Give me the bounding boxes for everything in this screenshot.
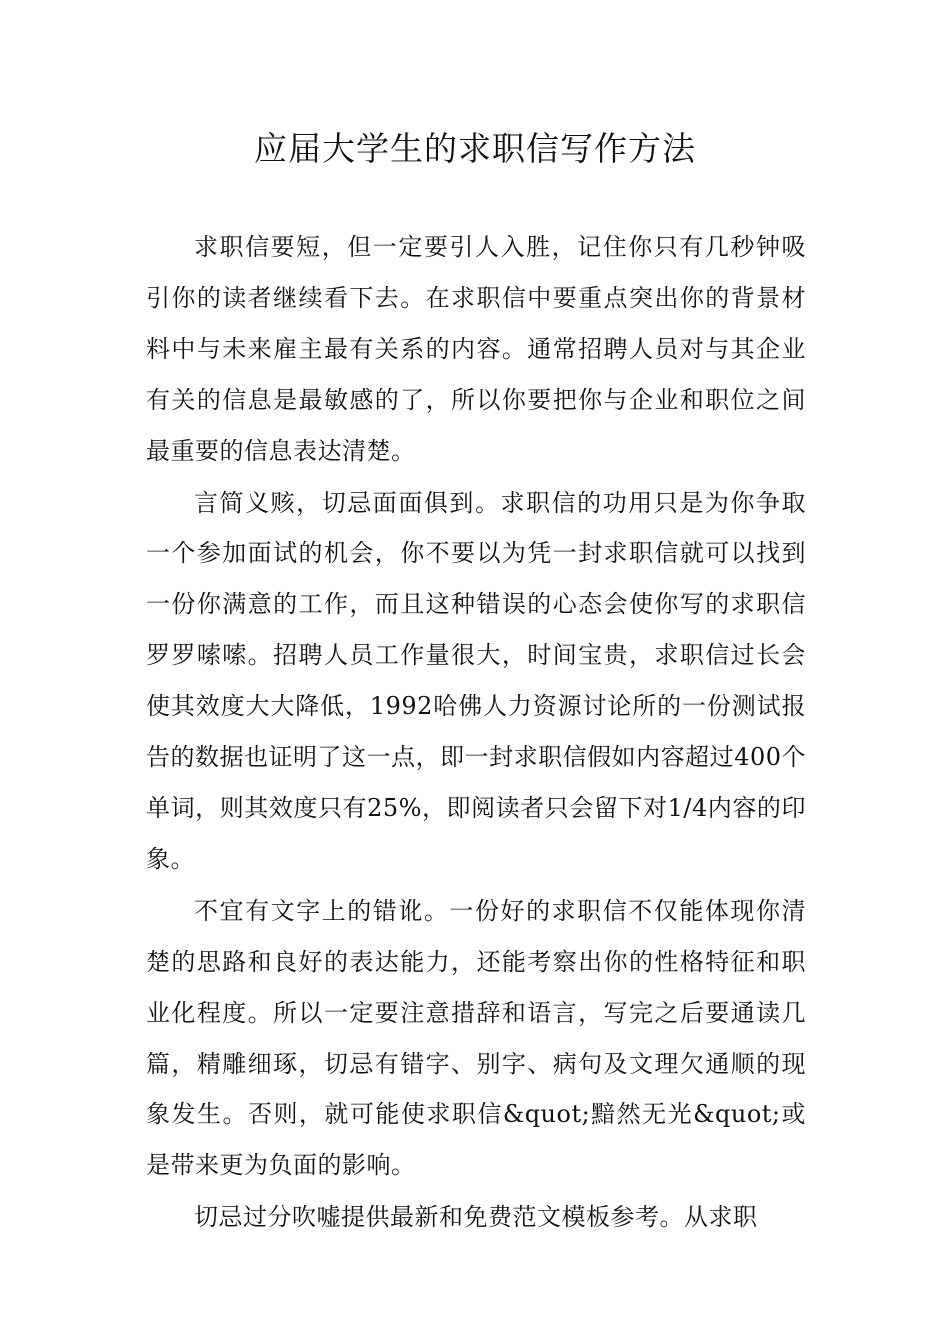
paragraph: 不宜有文字上的错讹。一份好的求职信不仅能体现你清楚的思路和良好的表达能力，还能考察出你的性格特征和职业化程度。所以一定要注意措辞和语言，写完之后要通读几篇，精雕细琢，切忌有错字、别字、病句及文理欠通顺的现象发生。否则，就可能使求职信&quot;黯然无光&quot;或是带来更为负面的影响。 bbox=[146, 896, 806, 1180]
paragraph: 求职信要短，但一定要引人入胜，记住你只有几秒钟吸引你的读者继续看下去。在求职信中要重点突出你的背景材料中与未来雇主最有关系的内容。通常招聘人员对与其企业有关的信息是最敏感的了，所以你要把你与企业和职位之间最重要的信息表达清楚。 bbox=[146, 233, 806, 465]
paragraph: 切忌过分吹嘘提供最新和免费范文模板参考。从求职 bbox=[194, 1203, 758, 1232]
document-title: 应届大学生的求职信写作方法 bbox=[254, 129, 696, 168]
paragraph: 言简义赅，切忌面面俱到。求职信的功用只是为你争取一个参加面试的机会，你不要以为凭一封求职信就可以找到一份你满意的工作，而且这种错误的心态会使你写的求职信罗罗嗦嗦。招聘人员工作量很大，时间宝贵，求职信过长会使其效度大大降低，1992哈佛人力资源讨论所的一份测试报告的数据也证明了这一点，即一封求职信假如内容超过400个单词，则其效度只有25%，即阅读者只会留下对1/4内容的印象。 bbox=[146, 488, 806, 873]
document-body bbox=[146, 222, 806, 1244]
